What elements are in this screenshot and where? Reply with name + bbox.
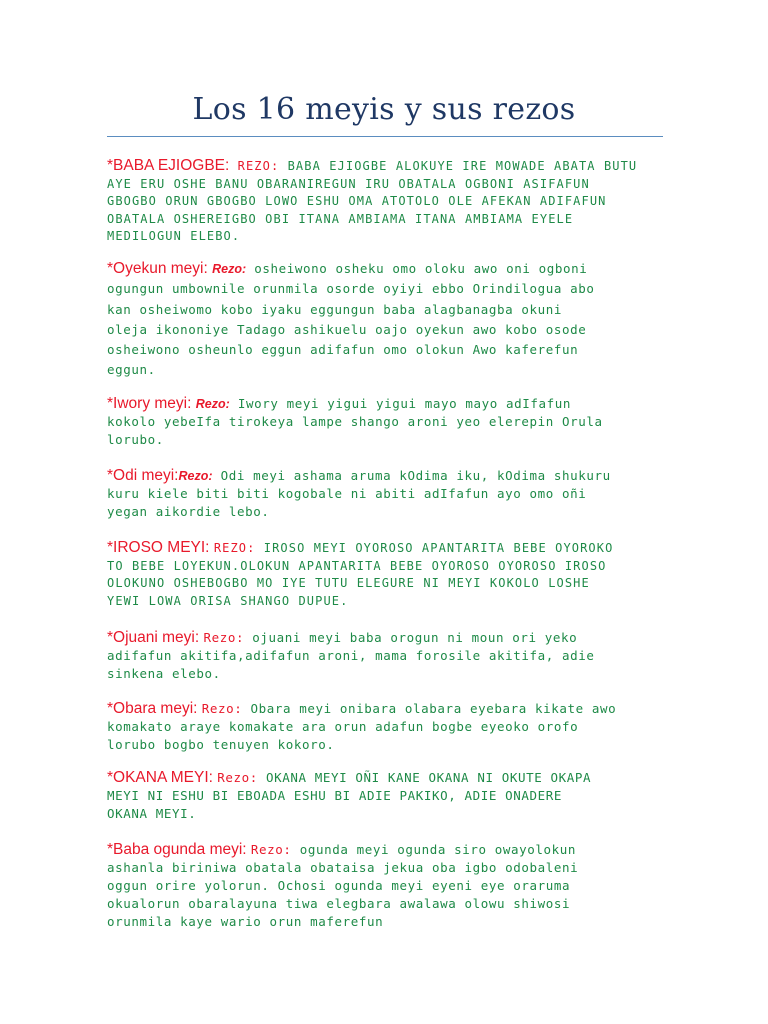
entry-odi-meyi [107, 467, 667, 521]
entry-text: ogunda meyi ogunda siro owayolokun ashanla biriniwa obatala obataisa jekua oba igbo odobaleni oggun orire yolorun. Ochosi ogunda meyi eyeni eye oraruma okualorun obaralayuna tiwa elegbara awalawa olowu shiwosi orunmila kaye wario orun maferefun [107, 842, 579, 929]
entry-heading: *Obara meyi: [107, 700, 202, 717]
page-title: Los 16 meyis y sus rezos [192, 92, 576, 127]
entry-text: Iwory meyi yigui yigui mayo mayo adIfafun kokolo yebeIfa tirokeya lampe shango aroni yeo elerepin Orula lorubo. [107, 396, 603, 447]
entry-text: OKANA MEYI OÑI KANE OKANA NI OKUTE OKAPA MEYI NI ESHU BI EBOADA ESHU BI ADIE PAKIKO, ADIE ONADERE OKANA MEYI. [107, 770, 592, 821]
title-divider [107, 136, 663, 137]
entry-heading: *Baba ogunda meyi: [107, 841, 251, 858]
rezo-label: Rezo: [217, 770, 258, 785]
entry-ojuani-meyi [107, 629, 667, 683]
entry-iwory-meyi [107, 395, 667, 449]
entry-heading: *OKANA MEYI: [107, 769, 218, 786]
entry-iroso-meyi [107, 539, 667, 610]
entry-baba-ogunda-meyi [107, 841, 667, 931]
rezo-label: REZO: [229, 159, 280, 173]
entry-heading: *Ojuani meyi: [107, 629, 204, 646]
rezo-label: Rezo: [201, 701, 243, 716]
entry-text: Obara meyi onibara olabara eyebara kikate awo komakato araye komakate ara orun adafun bogbe eyeoko orofo lorubo bogbo tenuyen kokoro. [107, 701, 617, 752]
entry-heading: *BABA EJIOGBE: [107, 157, 230, 174]
entry-text: osheiwono osheku omo oloku awo oni ogboni ogungun umbownile orunmila osorde oyiyi ebbo Orindilogua abo kan osheiwomo kobo iyaku eggungun baba alagbanagba okuni oleja ikononiye Tadago ashikuelu oajo oyekun awo kobo osode osheiwono osheunlo eggun adifafun omo olokun Awo kaferefun eggun. [107, 261, 595, 378]
entry-text: ojuani meyi baba orogun ni moun ori yeko adifafun akitifa,adifafun aroni, mama forosile akitifa, adie sinkena elebo. [107, 630, 595, 681]
rezo-label: Rezo: [195, 397, 230, 411]
entry-text: Odi meyi ashama aruma kOdima iku, kOdima shukuru kuru kiele biti biti kogobale ni abiti adIfafun ayo omo oñi yegan aikordie lebo. [107, 468, 611, 519]
rezo-label: Rezo: [212, 262, 247, 276]
entry-heading: *Odi meyi: [107, 467, 179, 484]
entry-oyekun-meyi [107, 259, 667, 381]
rezo-label: Rezo: [178, 469, 213, 483]
rezo-label: REZO: [213, 541, 256, 555]
entry-text: BABA EJIOGBE ALOKUYE IRE MOWADE ABATA BUTU AYE ERU OSHE BANU OBARANIREGUN IRU OBATALA OGBONI ASIFAFUN GBOGBO ORUN GBOGBO LOWO ESHU OMA ATOTOLO OLE AFEKAN ADIFAFUN OBATALA OSHEREIGBO OBI ITANA AMBIAMA ITANA AMBIAMA EYELE MEDILOGUN ELEBO. [107, 159, 638, 243]
rezo-label: Rezo: [250, 842, 292, 857]
entry-okana-meyi [107, 769, 667, 823]
entry-baba-ejiogbe [107, 157, 667, 246]
entry-heading: *Oyekun meyi: [107, 260, 213, 277]
entry-obara-meyi [107, 700, 667, 754]
entry-text: IROSO MEYI OYOROSO APANTARITA BEBE OYOROKO TO BEBE LOYEKUN.OLOKUN APANTARITA BEBE OYOROSO OYOROSO IROSO OLOKUNO OSHEBOGBO MO IYE TUTU ELEGURE NI MEYI KOKOLO LOSHE YEWI LOWA ORISA SHANGO DUPUE. [107, 541, 614, 608]
entry-heading: *IROSO MEYI: [107, 539, 214, 556]
rezo-label: Rezo: [203, 630, 245, 645]
entry-heading: *Iwory meyi: [107, 395, 196, 412]
